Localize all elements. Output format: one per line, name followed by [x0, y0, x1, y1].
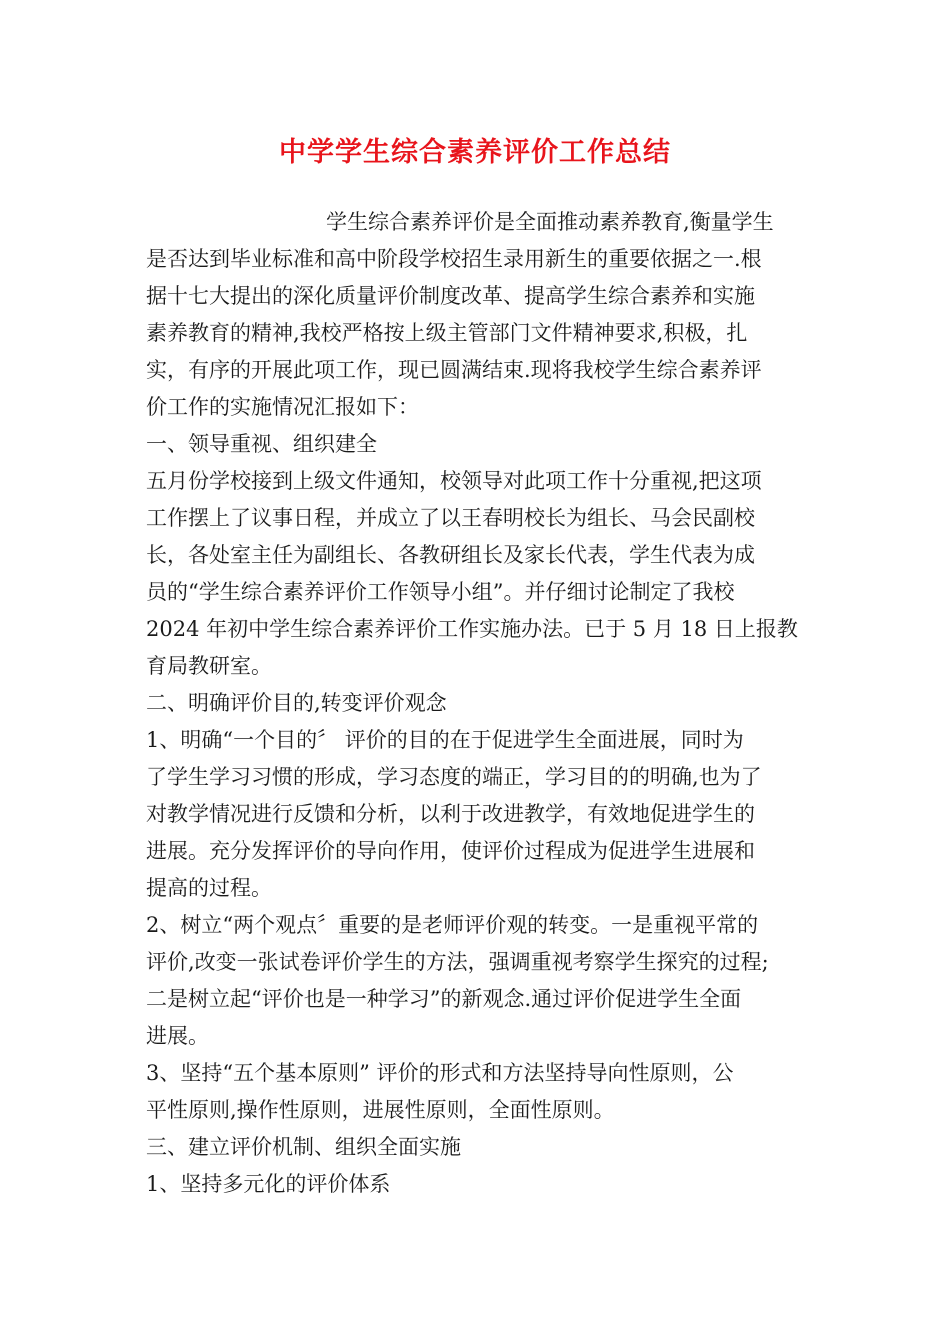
text-line: 育局教研室。 [146, 654, 272, 678]
text-line: 实，有序的开展此项工作，现已圆满结束.现将我校学生综合素养评 [146, 358, 762, 382]
text-line: 是否达到毕业标准和高中阶段学校招生录用新生的重要依据之一.根 [146, 247, 762, 271]
document-body [146, 204, 810, 1203]
text-line: 对教学情况进行反馈和分析，以利于改进教学，有效地促进学生的 [146, 802, 755, 826]
text-line: 2024 年初中学生综合素养评价工作实施办法。已于 5 月 18 日上报教 [146, 617, 798, 641]
text-line: 进展。充分发挥评价的导向作用，使评价过程成为促进学生进展和 [146, 839, 755, 863]
text-line: 评价,改变一张试卷评价学生的方法，强调重视考察学生探究的过程; [146, 950, 769, 974]
section-heading: 三、建立评价机制、组织全面实施 [146, 1135, 461, 1159]
text-line: 提高的过程。 [146, 876, 272, 900]
text-line: 价工作的实施情况汇报如下： [146, 395, 419, 419]
text-line: 二是树立起“评价也是一种学习”的新观念.通过评价促进学生全面 [146, 987, 742, 1011]
document-title: 中学学生综合素养评价工作总结 [279, 137, 671, 168]
text-line: 五月份学校接到上级文件通知，校领导对此项工作十分重视,把这项 [146, 469, 762, 493]
text-line: 进展。 [146, 1024, 209, 1048]
text-line: 员的“学生综合素养评价工作领导小组”。并仔细讨论制定了我校 [146, 580, 735, 604]
text-line: 工作摆上了议事日程，并成立了以王春明校长为组长、马会民副校 [146, 506, 755, 530]
section-heading: 二、明确评价目的,转变评价观念 [146, 691, 447, 715]
text-line: 据十七大提出的深化质量评价制度改革、提高学生综合素养和实施 [146, 284, 755, 308]
text-line: 2、树立“两个观点〞重要的是老师评价观的转变。一是重视平常的 [146, 913, 759, 937]
text-line: 长，各处室主任为副组长、各教研组长及家长代表，学生代表为成 [146, 543, 755, 567]
text-line: 平性原则,操作性原则，进展性原则，全面性原则。 [146, 1098, 615, 1122]
text-line: 1、坚持多元化的评价体系 [146, 1172, 391, 1196]
text-line: 素养教育的精神,我校严格按上级主管部门文件精神要求,积极，扎 [146, 321, 748, 345]
text-line: 学生综合素养评价是全面推动素养教育,衡量学生 [326, 210, 774, 234]
section-heading: 一、领导重视、组织建全 [146, 432, 377, 456]
text-line: 了学生学习习惯的形成，学习态度的端正，学习目的的明确,也为了 [146, 765, 762, 789]
text-line: 3、坚持“五个基本原则” 评价的形式和方法坚持导向性原则，公 [146, 1061, 734, 1085]
text-line: 1、明确“一个目的〞 评价的目的在于促进学生全面进展，同时为 [146, 728, 744, 752]
